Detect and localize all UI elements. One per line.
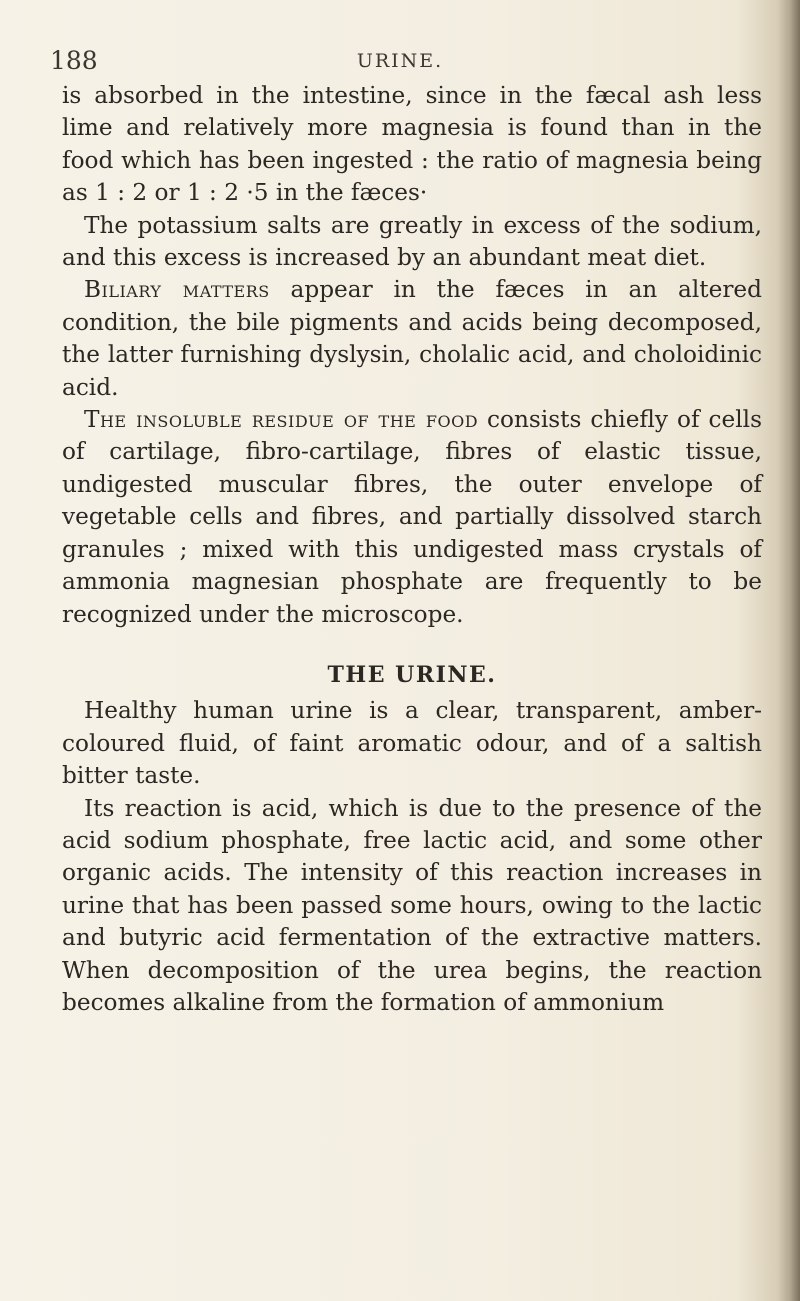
paragraph-insoluble-residue — [62, 404, 762, 631]
page-header — [50, 46, 780, 80]
page-edge-shadow — [778, 0, 800, 1301]
insoluble-residue-text: consists chiefly of cells of cartilage, fibro-cartilage, fibres of elastic tissue, undigested muscular fibres, the outer envelope of vegetable cells and fibres, and partially dissolved starch granules ; mixed with this undigested mass crystals of ammonia magnesian phosphate are frequently to be recognized under the microscope. — [62, 406, 762, 628]
page-number: 188 — [50, 46, 98, 75]
body-text — [62, 80, 762, 1019]
paragraph-healthy-urine: Healthy human urine is a clear, transparent, amber-coloured fluid, of faint aromatic odour, and of a saltish bitter taste. — [62, 697, 762, 790]
paragraph-reaction: Its reaction is acid, which is due to the presence of the acid sodium phosphate, free lactic acid, and some other organic acids. The intensity of this reaction increases in urine that has been passed some hours, owing to the lactic and butyric acid fermentation of the extractive matters. When decomposition of the urea begins, the reaction becomes alkaline from the formation of ammonium — [62, 794, 762, 1016]
insoluble-residue-lead: The insoluble residue of the food — [84, 406, 479, 434]
biliary-matters-lead: Biliary matters — [84, 276, 270, 304]
running-head: URINE. — [356, 50, 444, 72]
paragraph-faecal-ash: is absorbed in the intestine, since in the fæcal ash less lime and relatively more magnesia is found than in the food which has been ingested : the ratio of magnesia being as 1 : 2 or 1 : 2 ·5 in the fæces· — [62, 82, 762, 207]
biliary-matters-text: appear in the fæces in an altered condition, the bile pigments and acids being decomposed, the latter furnishing dyslysin, cholalic acid, and choloidinic acid. — [62, 276, 762, 401]
section-title: THE URINE. — [327, 661, 497, 688]
paragraph-biliary-matters — [62, 274, 762, 404]
paragraph-potassium-salts: The potassium salts are greatly in excess of the sodium, and this excess is increased by an abundant meat diet. — [62, 211, 762, 272]
